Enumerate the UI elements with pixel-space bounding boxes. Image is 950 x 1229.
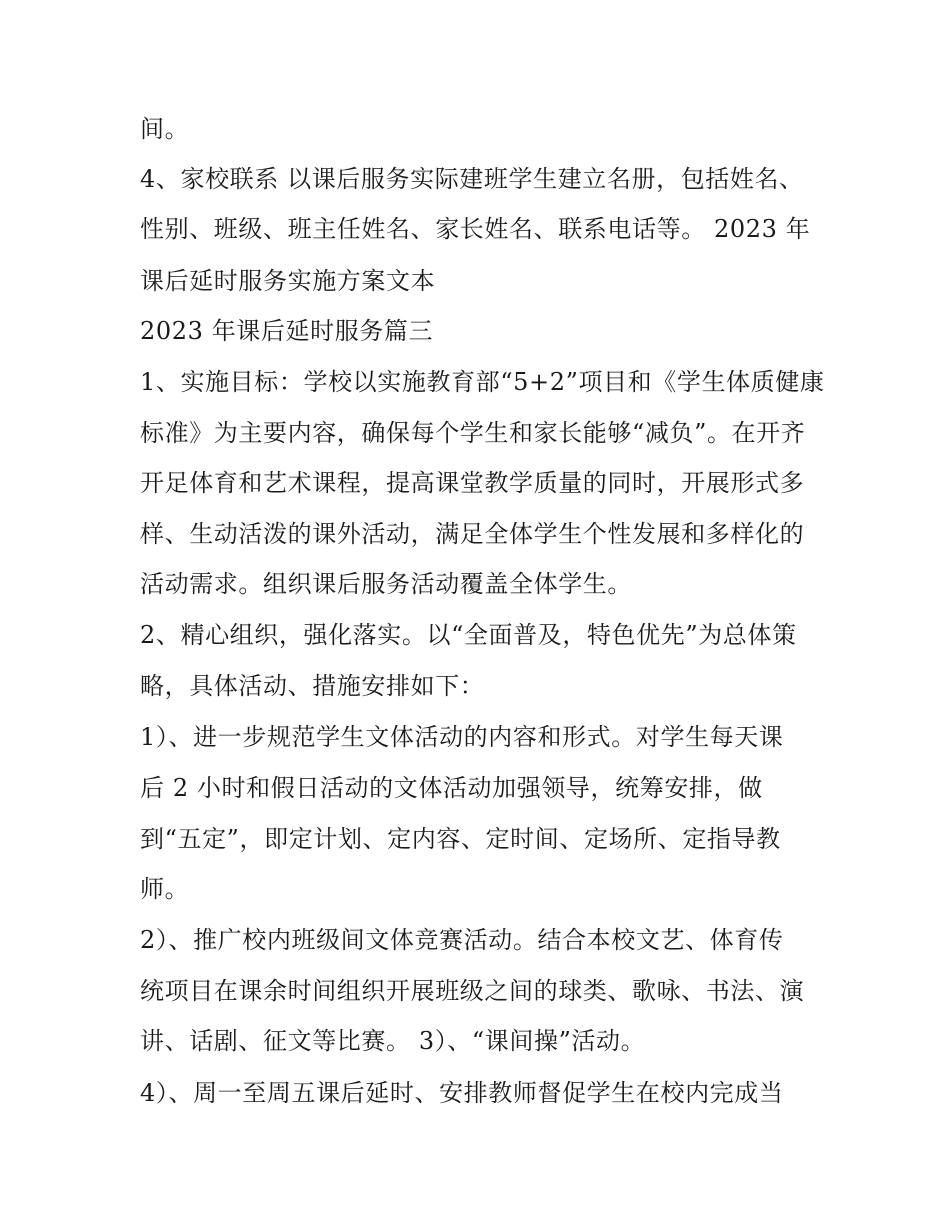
text-line: 标准》为主要内容，确保每个学生和家长能够“减负”。在开齐	[140, 419, 806, 447]
text-line: 课后延时服务实施方案文本	[140, 267, 436, 295]
text-line: 略，具体活动、措施安排如下：	[140, 672, 485, 700]
text-line: 1、实施目标：学校以实施教育部“5+2”项目和《学生体质健康	[140, 368, 825, 396]
text-line: 间。	[140, 115, 190, 143]
text-line: 样、生动活泼的课外活动，满足全体学生个性发展和多样化的	[140, 520, 805, 548]
text-line: 2）、推广校内班级间文体竞赛活动。结合本校文艺、体育传	[140, 926, 784, 954]
text-line: 师。	[140, 875, 190, 903]
section-heading: 2023 年课后延时服务篇三	[140, 317, 434, 345]
text-line: 讲、话剧、征文等比赛。 3）、“课间操”活动。	[140, 1027, 646, 1055]
text-line: 统项目在课余时间组织开展班级之间的球类、歌咏、书法、演	[140, 977, 805, 1005]
text-line: 4、家校联系 以课后服务实际建班学生建立名册，包括姓名、	[140, 165, 804, 193]
text-line: 性别、班级、班主任姓名、家长姓名、联系电话等。 2023 年	[140, 215, 811, 243]
text-line: 到“五定”，即定计划、定内容、定时间、定场所、定指导教	[140, 825, 781, 853]
text-line: 后 2 小时和假日活动的文体活动加强领导，统筹安排，做	[140, 774, 763, 802]
text-line: 活动需求。组织课后服务活动覆盖全体学生。	[140, 570, 632, 598]
text-line: 2、精心组织，强化落实。以“全面普及，特色优先”为总体策	[140, 621, 797, 649]
text-line: 1）、进一步规范学生文体活动的内容和形式。对学生每天课	[140, 723, 784, 751]
text-line: 开足体育和艺术课程，提高课堂教学质量的同时，开展形式多	[140, 469, 805, 497]
text-line: 4）、周一至周五课后延时、安排教师督促学生在校内完成当	[140, 1079, 784, 1107]
